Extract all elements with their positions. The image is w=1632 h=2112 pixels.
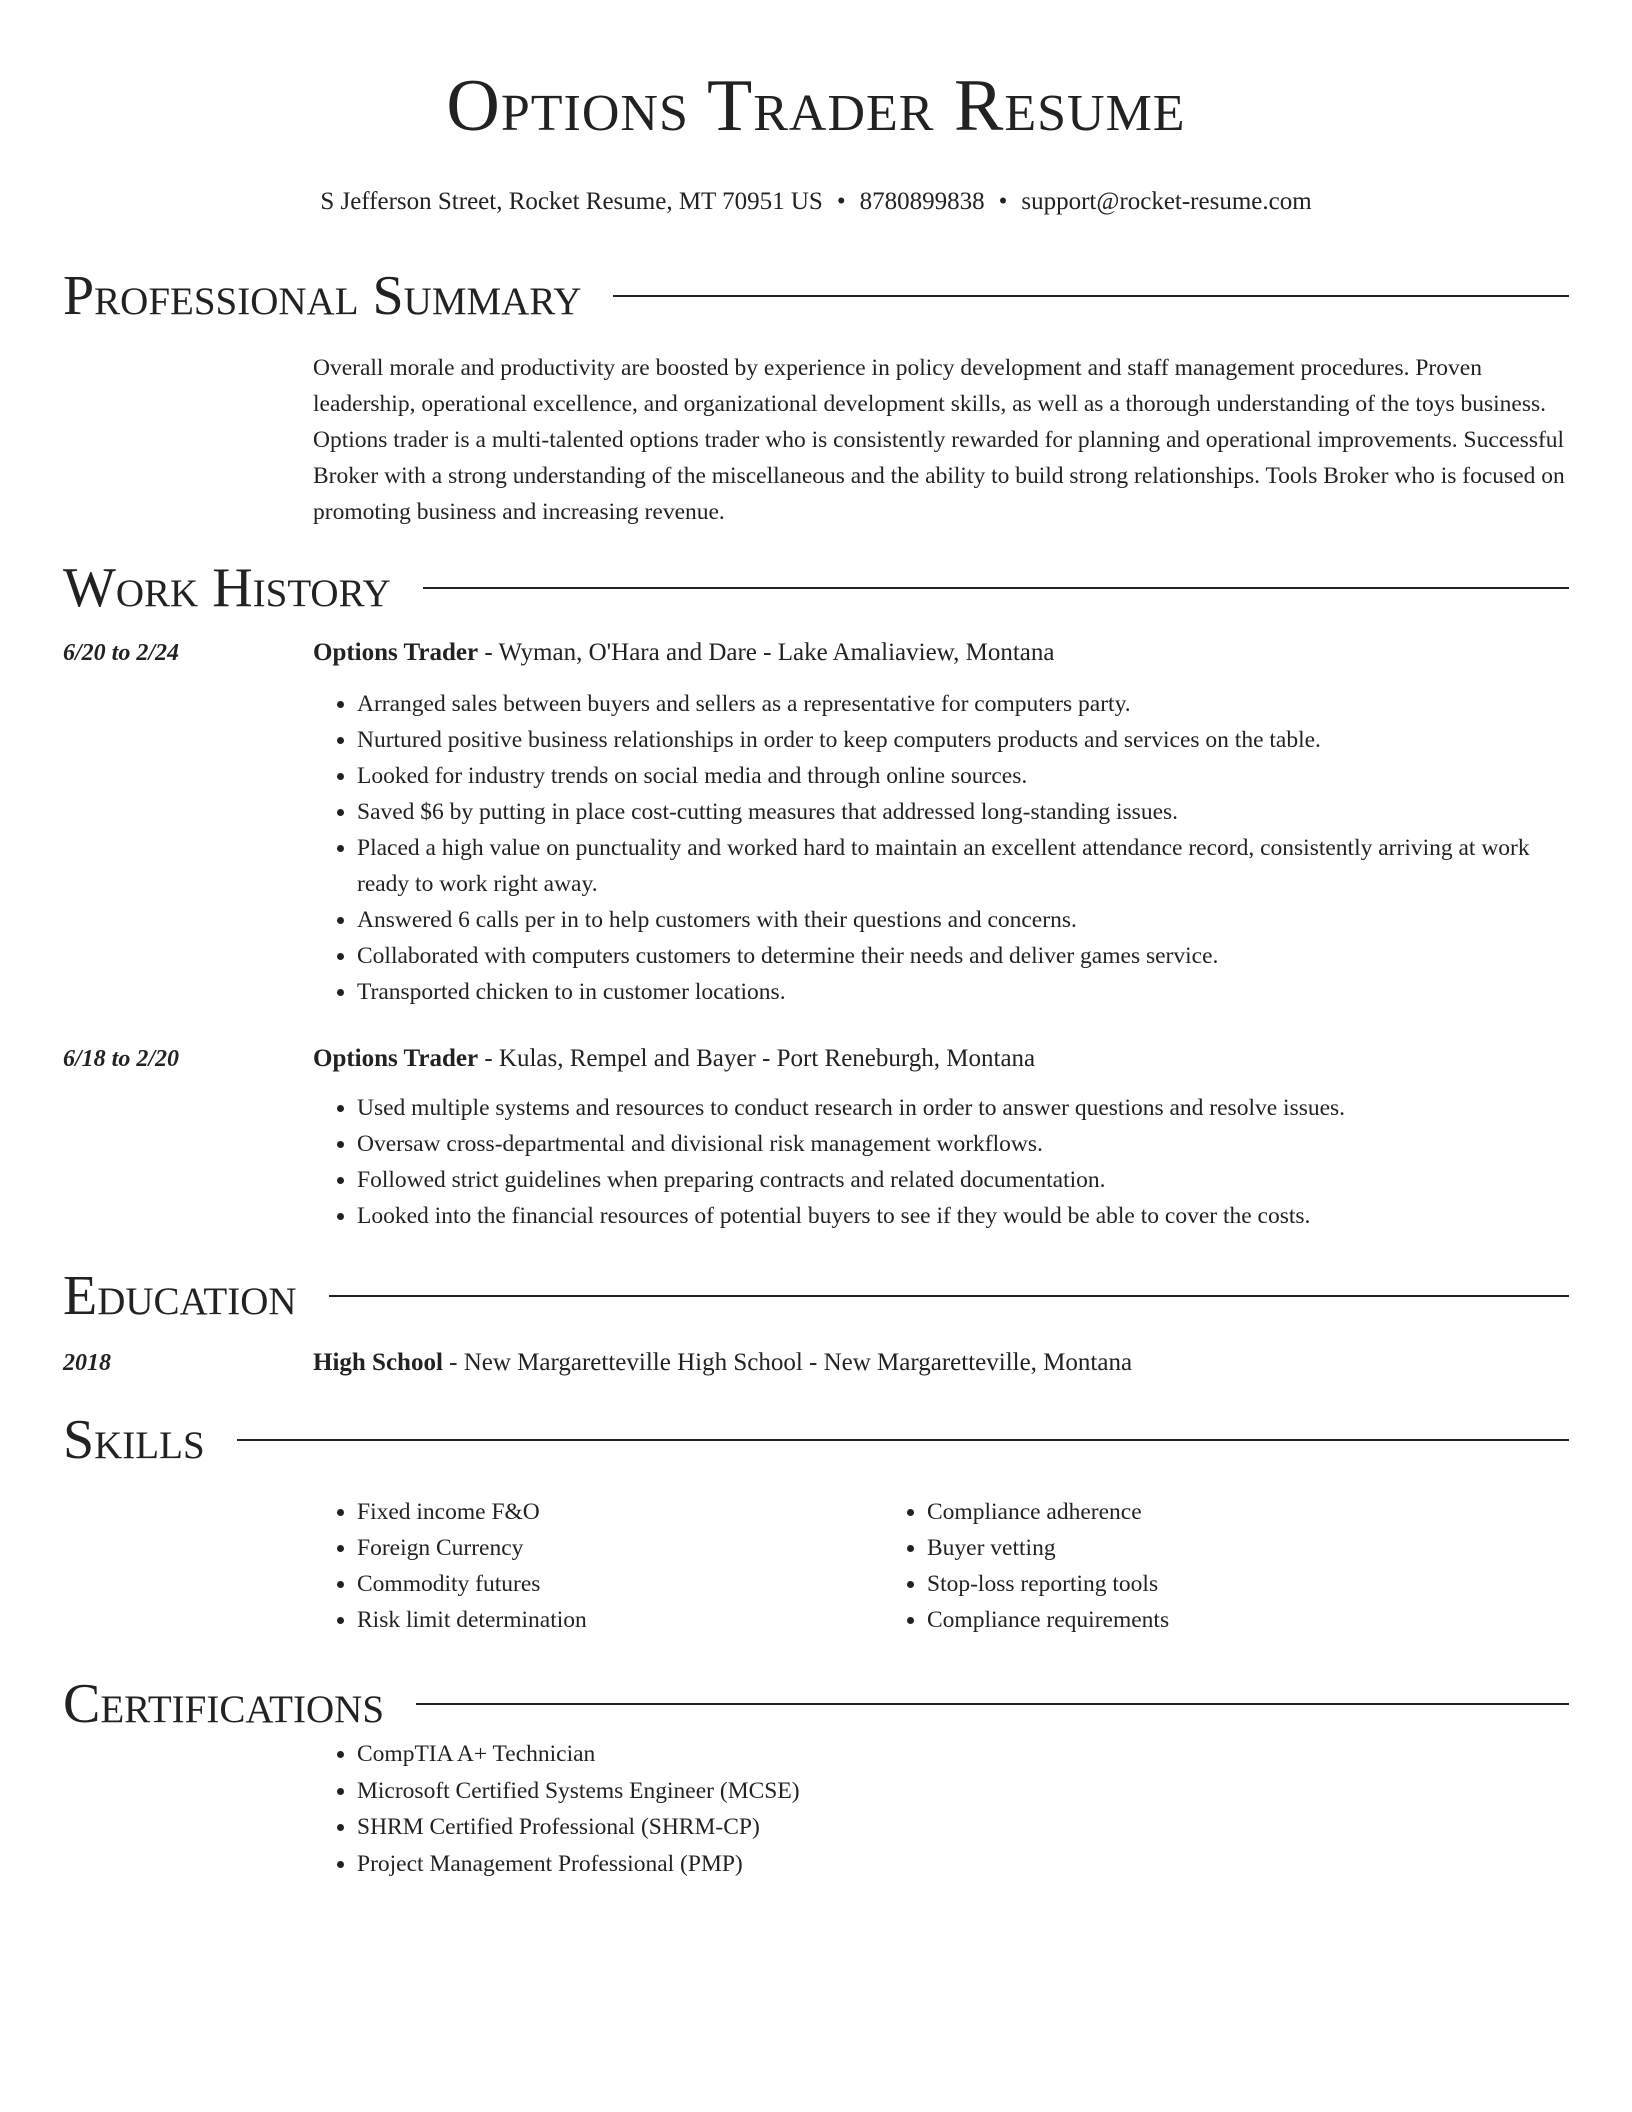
job-bullet: • Transported chicken to in customer locations. (357, 974, 1569, 1010)
certification-item: • Microsoft Certified Systems Engineer (MCSE) (357, 1773, 1569, 1810)
skill-item: • Fixed income F&O (357, 1494, 883, 1530)
resume-title: Options Trader Resume (446, 65, 1186, 147)
section-divider (416, 1703, 1569, 1705)
skill-item: • Stop-loss reporting tools (927, 1566, 1169, 1602)
contact-line (63, 186, 1569, 218)
job-bullet: • Collaborated with computers customers to determine their needs and deliver games service. (357, 938, 1569, 974)
education-details: - New Margaretteville High School - New Margaretteville, Montana (442, 1349, 1133, 1376)
job-entry (63, 636, 1569, 1010)
job-bullet: • Oversaw cross-departmental and divisional risk management workflows. (357, 1126, 1569, 1162)
job-dates: 6/18 to 2/20 (63, 1046, 180, 1072)
skills-section-header (63, 1408, 1569, 1472)
education-entry (63, 1346, 1569, 1380)
job-title-line (313, 1042, 1035, 1076)
certifications-list (313, 1736, 1569, 1882)
education-degree: High School (313, 1349, 443, 1376)
section-divider (613, 295, 1569, 297)
job-header (63, 1042, 1569, 1076)
skill-item: • Risk limit determination (357, 1602, 883, 1638)
job-bullets (313, 686, 1569, 1010)
summary-heading: Professional Summary (63, 265, 582, 327)
summary-section-header (63, 264, 1569, 328)
work-heading: Work History (63, 557, 391, 619)
job-details: - Wyman, O'Hara and Dare - Lake Amaliaview, Montana (478, 639, 1055, 666)
job-bullet: • Looked into the financial resources of potential buyers to see if they would be able to cover the costs. (357, 1198, 1569, 1234)
skills-heading: Skills (63, 1409, 205, 1471)
job-header (63, 636, 1569, 670)
contact-address: S Jefferson Street, Rocket Resume, MT 70951 US (320, 188, 823, 215)
summary-text: Overall morale and productivity are boosted by experience in policy development and staff management procedures. Proven leadership, operational excellence, and organizational development skills, as well as a thorough understanding of the toys business. Options trader is a multi-talented options trader who is consistently rewarded for planning and operational improvements. Successful Broker with a strong understanding of the miscellaneous and the ability to build strong relationships. Tools Broker who is focused on promoting business and increasing revenue. (313, 355, 1565, 525)
contact-separator: • (836, 188, 846, 215)
certifications-heading: Certifications (63, 1673, 385, 1735)
contact-phone: 8780899838 (859, 188, 985, 215)
education-line (313, 1346, 1132, 1380)
certifications-section-header (63, 1672, 1569, 1736)
job-bullet: • Saved $6 by putting in place cost-cutting measures that addressed long-standing issues. (357, 794, 1569, 830)
job-bullet: • Nurtured positive business relationships in order to keep computers products and services on the table. (357, 722, 1569, 758)
skill-item: • Compliance requirements (927, 1602, 1169, 1638)
skill-item: • Compliance adherence (927, 1494, 1169, 1530)
education-section-header (63, 1264, 1569, 1328)
certification-item: • Project Management Professional (PMP) (357, 1846, 1569, 1883)
job-bullets (313, 1090, 1569, 1234)
skill-item: • Buyer vetting (927, 1530, 1169, 1566)
job-dates: 6/20 to 2/24 (63, 640, 180, 666)
section-divider (237, 1439, 1569, 1441)
certification-item: • CompTIA A+ Technician (357, 1736, 1569, 1773)
contact-separator: • (998, 188, 1008, 215)
job-bullet: • Placed a high value on punctuality and worked hard to maintain an excellent attendance record, consistently arriving at work ready to work right away. (357, 830, 1569, 902)
skills-column-right (883, 1494, 1169, 1638)
job-details: - Kulas, Rempel and Bayer - Port Reneburgh, Montana (478, 1045, 1036, 1072)
section-divider (423, 587, 1569, 589)
job-title-line (313, 636, 1054, 670)
job-title: Options Trader (313, 1045, 479, 1072)
contact-email: support@rocket-resume.com (1021, 188, 1312, 215)
skill-item: • Foreign Currency (357, 1530, 883, 1566)
certification-item: • SHRM Certified Professional (SHRM-CP) (357, 1809, 1569, 1846)
job-bullet: • Used multiple systems and resources to conduct research in order to answer questions and resolve issues. (357, 1090, 1569, 1126)
skills-grid (313, 1494, 1569, 1638)
skills-column-left (313, 1494, 883, 1638)
job-title: Options Trader (313, 639, 479, 666)
job-bullet: • Arranged sales between buyers and sellers as a representative for computers party. (357, 686, 1569, 722)
skill-item: • Commodity futures (357, 1566, 883, 1602)
job-bullet: • Looked for industry trends on social media and through online sources. (357, 758, 1569, 794)
job-entry (63, 1042, 1569, 1234)
education-year: 2018 (63, 1350, 111, 1376)
job-bullet: • Followed strict guidelines when preparing contracts and related documentation. (357, 1162, 1569, 1198)
section-divider (329, 1295, 1569, 1297)
job-bullet: • Answered 6 calls per in to help customers with their questions and concerns. (357, 902, 1569, 938)
education-heading: Education (63, 1265, 297, 1327)
work-section-header (63, 556, 1569, 620)
